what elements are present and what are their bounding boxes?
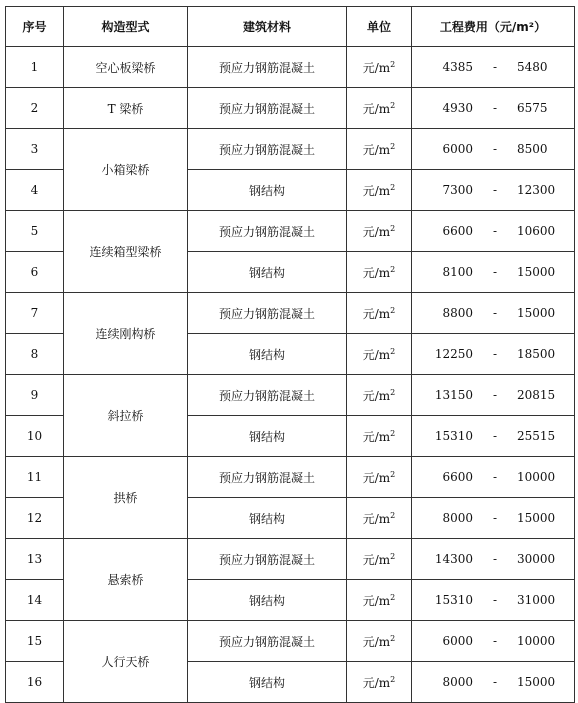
cost-range-values — [412, 265, 574, 279]
material: 预应力钢筋混凝土 — [188, 129, 347, 170]
cost-low: 6600 — [442, 470, 473, 484]
cost-low: 6000 — [442, 634, 473, 648]
cost-high: 15000 — [517, 265, 556, 279]
range-dash: - — [492, 183, 498, 197]
unit-exponent: 2 — [390, 510, 396, 520]
table-row — [6, 293, 575, 334]
cost-range-values — [412, 183, 574, 197]
cost-low: 15310 — [434, 429, 473, 443]
cost-range — [412, 580, 575, 621]
cost-range — [412, 211, 575, 252]
cost-range — [412, 170, 575, 211]
header-row — [6, 7, 575, 47]
header-index: 序号 — [6, 7, 64, 47]
cost-range-values — [412, 142, 574, 156]
cost-low: 6000 — [442, 142, 473, 156]
row-index: 13 — [6, 539, 64, 580]
unit-exponent: 2 — [390, 141, 396, 151]
range-dash: - — [492, 265, 498, 279]
material: 预应力钢筋混凝土 — [188, 293, 347, 334]
material: 预应力钢筋混凝土 — [188, 47, 347, 88]
cost-high: 5480 — [517, 60, 548, 74]
unit — [347, 416, 412, 457]
cost-low: 8000 — [442, 675, 473, 689]
unit-exponent: 2 — [390, 59, 396, 69]
cost-low: 8100 — [442, 265, 473, 279]
unit — [347, 580, 412, 621]
cost-range-values — [412, 101, 574, 115]
cost-low: 7300 — [442, 183, 473, 197]
range-dash: - — [492, 511, 498, 525]
row-index: 10 — [6, 416, 64, 457]
range-dash: - — [492, 224, 498, 238]
unit-base: 元/m — [362, 224, 391, 239]
row-index: 5 — [6, 211, 64, 252]
table-row — [6, 47, 575, 88]
material: 预应力钢筋混凝土 — [188, 457, 347, 498]
cost-low: 4930 — [442, 101, 473, 115]
cost-high: 10600 — [517, 224, 556, 238]
material: 钢结构 — [188, 498, 347, 539]
material: 钢结构 — [188, 662, 347, 703]
range-dash: - — [492, 552, 498, 566]
table-row — [6, 211, 575, 252]
unit-base: 元/m — [362, 60, 391, 75]
range-dash: - — [492, 593, 498, 607]
range-dash: - — [492, 675, 498, 689]
cost-range — [412, 88, 575, 129]
cost-high: 10000 — [517, 470, 556, 484]
cost-high: 20815 — [517, 388, 556, 402]
structure-type: 悬索桥 — [64, 539, 188, 621]
unit-base: 元/m — [362, 265, 391, 280]
range-dash: - — [492, 60, 498, 74]
cost-range-values — [412, 552, 574, 566]
row-index: 4 — [6, 170, 64, 211]
range-dash: - — [492, 470, 498, 484]
unit-base: 元/m — [362, 347, 391, 362]
cost-low: 14300 — [434, 552, 473, 566]
unit-exponent: 2 — [390, 551, 396, 561]
unit-base: 元/m — [362, 142, 391, 157]
unit — [347, 252, 412, 293]
cost-high: 31000 — [517, 593, 556, 607]
cost-range-values — [412, 388, 574, 402]
cost-range — [412, 252, 575, 293]
unit — [347, 539, 412, 580]
material: 预应力钢筋混凝土 — [188, 621, 347, 662]
unit — [347, 47, 412, 88]
unit-exponent: 2 — [390, 223, 396, 233]
range-dash: - — [492, 142, 498, 156]
cost-range — [412, 334, 575, 375]
unit-base: 元/m — [362, 306, 391, 321]
structure-type: 拱桥 — [64, 457, 188, 539]
cost-range-values — [412, 470, 574, 484]
material: 钢结构 — [188, 416, 347, 457]
cost-low: 8800 — [442, 306, 473, 320]
cost-low: 4385 — [442, 60, 473, 74]
cost-high: 6575 — [517, 101, 548, 115]
cost-range — [412, 129, 575, 170]
unit-base: 元/m — [362, 470, 391, 485]
unit — [347, 293, 412, 334]
structure-type: 连续箱型梁桥 — [64, 211, 188, 293]
unit — [347, 457, 412, 498]
row-index: 16 — [6, 662, 64, 703]
material: 钢结构 — [188, 334, 347, 375]
row-index: 14 — [6, 580, 64, 621]
table-row — [6, 457, 575, 498]
material: 预应力钢筋混凝土 — [188, 375, 347, 416]
row-index: 8 — [6, 334, 64, 375]
structure-type: 连续刚构桥 — [64, 293, 188, 375]
cost-range-values — [412, 429, 574, 443]
cost-low: 15310 — [434, 593, 473, 607]
row-index: 9 — [6, 375, 64, 416]
header-cost: 工程费用（元/m²） — [412, 7, 575, 47]
cost-range-values — [412, 634, 574, 648]
unit-base: 元/m — [362, 552, 391, 567]
unit-exponent: 2 — [390, 264, 396, 274]
row-index: 3 — [6, 129, 64, 170]
unit-exponent: 2 — [390, 387, 396, 397]
table-row — [6, 621, 575, 662]
table-body — [6, 47, 575, 703]
unit — [347, 621, 412, 662]
cost-low: 8000 — [442, 511, 473, 525]
cost-range-values — [412, 593, 574, 607]
cost-high: 8500 — [517, 142, 548, 156]
unit-exponent: 2 — [390, 633, 396, 643]
cost-high: 25515 — [517, 429, 556, 443]
cost-range-values — [412, 511, 574, 525]
material: 预应力钢筋混凝土 — [188, 211, 347, 252]
unit-base: 元/m — [362, 429, 391, 444]
structure-type: 空心板梁桥 — [64, 47, 188, 88]
unit — [347, 375, 412, 416]
cost-range — [412, 416, 575, 457]
unit-exponent: 2 — [390, 100, 396, 110]
cost-low: 12250 — [434, 347, 473, 361]
unit-base: 元/m — [362, 593, 391, 608]
table-row — [6, 539, 575, 580]
header-structure: 构造型式 — [64, 7, 188, 47]
range-dash: - — [492, 429, 498, 443]
unit — [347, 211, 412, 252]
table-row — [6, 88, 575, 129]
cost-range-values — [412, 60, 574, 74]
material: 预应力钢筋混凝土 — [188, 539, 347, 580]
material: 预应力钢筋混凝土 — [188, 88, 347, 129]
cost-low: 6600 — [442, 224, 473, 238]
table-row — [6, 375, 575, 416]
material: 钢结构 — [188, 252, 347, 293]
unit-base: 元/m — [362, 675, 391, 690]
range-dash: - — [492, 347, 498, 361]
unit — [347, 334, 412, 375]
row-index: 7 — [6, 293, 64, 334]
cost-range — [412, 539, 575, 580]
row-index: 1 — [6, 47, 64, 88]
structure-type: 小箱梁桥 — [64, 129, 188, 211]
cost-range — [412, 662, 575, 703]
bridge-cost-table — [5, 6, 575, 703]
unit-exponent: 2 — [390, 592, 396, 602]
unit-base: 元/m — [362, 634, 391, 649]
unit-base: 元/m — [362, 183, 391, 198]
cost-range-values — [412, 306, 574, 320]
range-dash: - — [492, 101, 498, 115]
cost-high: 30000 — [517, 552, 556, 566]
cost-range-values — [412, 347, 574, 361]
unit — [347, 662, 412, 703]
cost-high: 10000 — [517, 634, 556, 648]
cost-range-values — [412, 224, 574, 238]
unit — [347, 170, 412, 211]
cost-high: 12300 — [517, 183, 556, 197]
range-dash: - — [492, 306, 498, 320]
unit-exponent: 2 — [390, 182, 396, 192]
unit-base: 元/m — [362, 511, 391, 526]
cost-range — [412, 498, 575, 539]
row-index: 15 — [6, 621, 64, 662]
unit-exponent: 2 — [390, 428, 396, 438]
row-index: 2 — [6, 88, 64, 129]
unit-exponent: 2 — [390, 305, 396, 315]
cost-high: 15000 — [517, 306, 556, 320]
cost-range-values — [412, 675, 574, 689]
range-dash: - — [492, 388, 498, 402]
cost-range — [412, 621, 575, 662]
cost-range — [412, 375, 575, 416]
row-index: 6 — [6, 252, 64, 293]
cost-low: 13150 — [434, 388, 473, 402]
unit-base: 元/m — [362, 388, 391, 403]
cost-range — [412, 293, 575, 334]
header-material: 建筑材料 — [188, 7, 347, 47]
material: 钢结构 — [188, 580, 347, 621]
row-index: 12 — [6, 498, 64, 539]
structure-type: 人行天桥 — [64, 621, 188, 703]
cost-high: 18500 — [517, 347, 556, 361]
row-index: 11 — [6, 457, 64, 498]
unit-exponent: 2 — [390, 674, 396, 684]
unit-base: 元/m — [362, 101, 391, 116]
range-dash: - — [492, 634, 498, 648]
cost-range — [412, 457, 575, 498]
structure-type: 斜拉桥 — [64, 375, 188, 457]
unit-exponent: 2 — [390, 346, 396, 356]
unit — [347, 88, 412, 129]
unit-exponent: 2 — [390, 469, 396, 479]
unit — [347, 129, 412, 170]
structure-type: T 梁桥 — [64, 88, 188, 129]
cost-high: 15000 — [517, 675, 556, 689]
header-unit: 单位 — [347, 7, 412, 47]
table-row — [6, 129, 575, 170]
cost-high: 15000 — [517, 511, 556, 525]
unit — [347, 498, 412, 539]
cost-range — [412, 47, 575, 88]
material: 钢结构 — [188, 170, 347, 211]
